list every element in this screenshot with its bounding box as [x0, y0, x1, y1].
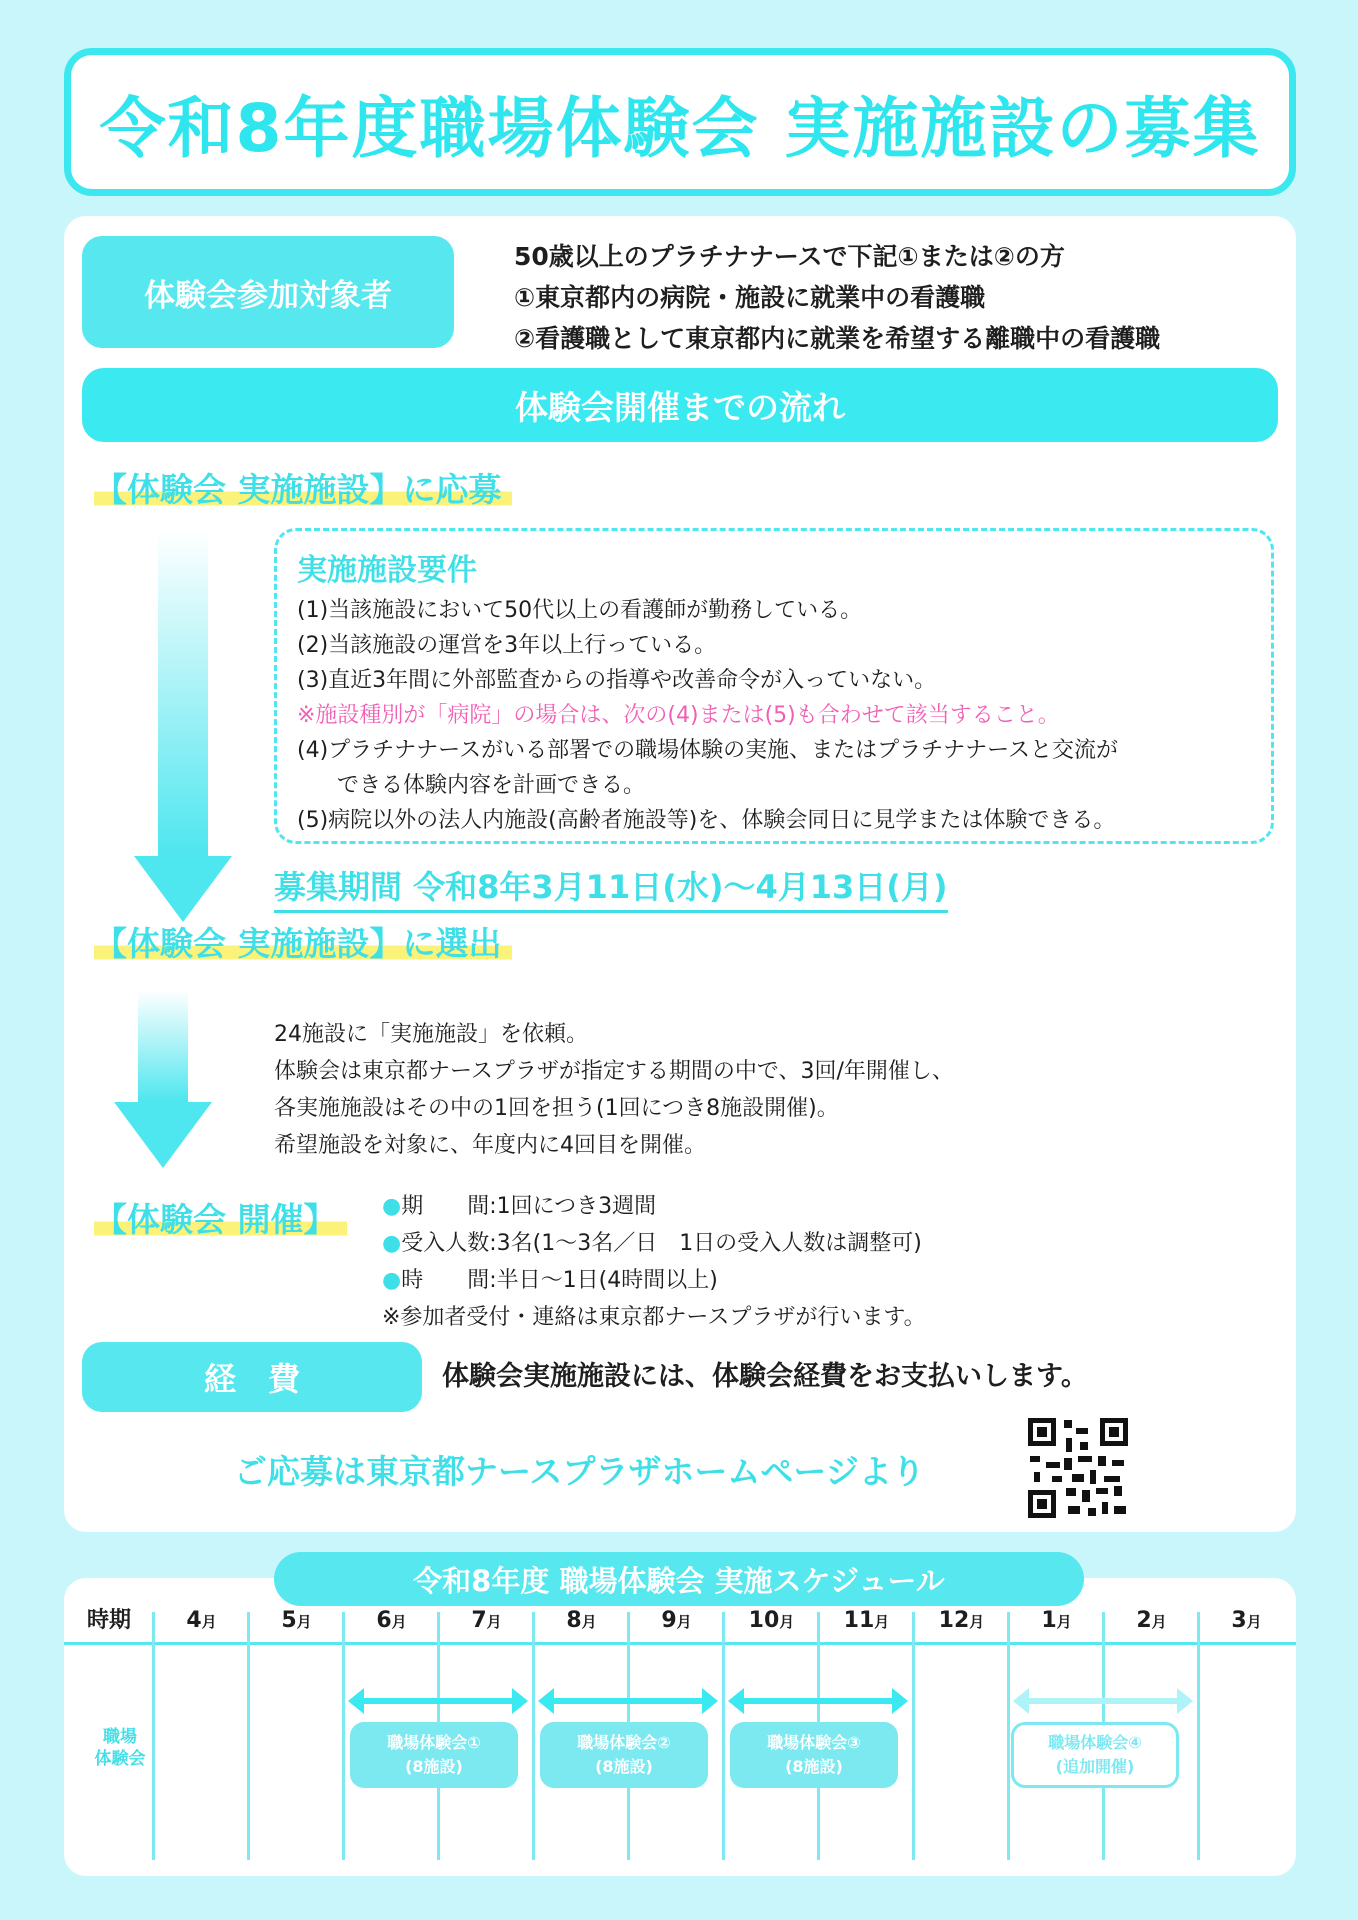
month-header: 9月: [661, 1608, 692, 1633]
month-header: 3月: [1231, 1608, 1262, 1633]
session-4-arrow-icon: [1027, 1698, 1179, 1704]
cost-label: 経 費: [82, 1342, 422, 1412]
requirement-item-continuation: できる体験内容を計画できる。: [337, 773, 646, 798]
column-divider: [722, 1612, 725, 1860]
schedule-period-header: 時期: [86, 1608, 131, 1633]
cost-description: 体験会実施施設には、体験会経費をお支払いします。: [442, 1361, 1088, 1392]
flow-arrow-1-icon: [134, 530, 232, 922]
target-label: 体験会参加対象者: [82, 236, 454, 348]
column-divider: [247, 1612, 250, 1860]
selection-line: 希望施設を対象に、年度内に4回目を開催。: [274, 1133, 706, 1158]
requirement-item: (3)直近3年間に外部監査からの指導や改善命令が入っていない。: [297, 668, 937, 693]
column-divider: [532, 1612, 535, 1860]
flow-arrow-2-icon: [114, 990, 212, 1168]
flow-title-bar: 体験会開催までの流れ: [82, 368, 1278, 442]
main-panel: [64, 216, 1296, 1532]
session-3-arrow-icon: [742, 1698, 894, 1704]
held-item: ●時 間:半日～1日(4時間以上): [382, 1268, 718, 1293]
bullet-icon: ●: [382, 1194, 402, 1219]
qr-code-icon[interactable]: [1028, 1418, 1128, 1518]
requirements-box: [274, 528, 1274, 844]
bullet-icon: ●: [382, 1268, 402, 1293]
month-header: 7月: [471, 1608, 502, 1633]
requirement-item: (5)病院以外の法人内施設(高齢者施設等)を、体験会同日に見学または体験できる。: [297, 808, 1116, 833]
requirement-item: (1)当該施設において50代以上の看護師が勤務している。: [297, 598, 863, 623]
schedule-title: 令和8年度 職場体験会 実施スケジュール: [274, 1552, 1084, 1606]
requirement-item: (4)プラチナナースがいる部署での職場体験の実施、またはプラチナナースと交流が: [297, 738, 1118, 763]
session-1-arrow-icon: [362, 1698, 514, 1704]
apply-text: ご応募は東京都ナースプラザホームページより: [234, 1452, 925, 1491]
month-header: 12月: [938, 1608, 985, 1633]
stage-held: 【体験会 開催】: [94, 1194, 347, 1241]
month-header: 11月: [843, 1608, 890, 1633]
column-divider: [1007, 1612, 1010, 1860]
month-header: 5月: [281, 1608, 312, 1633]
stage-selection: 【体験会 実施施設】に選出: [94, 918, 512, 965]
target-line: 50歳以上のプラチナナースで下記①または②の方: [514, 242, 1065, 271]
month-header: 6月: [376, 1608, 407, 1633]
column-divider: [1197, 1612, 1200, 1860]
selection-line: 各実施施設はその中の1回を担う(1回につき8施設開催)。: [274, 1096, 839, 1121]
page-title: 令和8年度職場体験会 実施施設の募集: [99, 89, 1261, 167]
bullet-icon: ●: [382, 1231, 402, 1256]
schedule-panel: [64, 1578, 1296, 1876]
held-item: ●受入人数:3名(1～3名／日 1日の受入人数は調整可): [382, 1231, 922, 1256]
target-description: [514, 236, 1160, 359]
target-line: ②看護職として東京都内に就業を希望する離職中の看護職: [514, 324, 1161, 353]
month-header: 2月: [1136, 1608, 1167, 1633]
month-header: 8月: [566, 1608, 597, 1633]
month-header: 10月: [748, 1608, 795, 1633]
column-divider: [912, 1612, 915, 1860]
selection-line: 24施設に「実施施設」を依頼。: [274, 1022, 588, 1047]
selection-line: 体験会は東京都ナースプラザが指定する期間の中で、3回/年開催し、: [274, 1059, 954, 1084]
held-note: ※参加者受付・連絡は東京都ナースプラザが行います。: [382, 1305, 926, 1330]
target-line: ①東京都内の病院・施設に就業中の看護職: [514, 283, 986, 312]
schedule-row-label: 職場 体験会: [94, 1727, 146, 1769]
month-header: 4月: [186, 1608, 217, 1633]
month-header: 1月: [1041, 1608, 1072, 1633]
requirement-note: ※施設種別が「病院」の場合は、次の(4)または(5)も合わせて該当すること。: [297, 703, 1060, 728]
stage-apply: 【体験会 実施施設】に応募: [94, 464, 512, 511]
session-3-box: 職場体験会③ (8施設): [730, 1722, 898, 1788]
selection-description: [274, 1016, 954, 1164]
requirements-title: 実施施設要件: [297, 553, 477, 588]
session-2-box: 職場体験会② (8施設): [540, 1722, 708, 1788]
held-details: [382, 1188, 926, 1336]
held-item: ●期 間:1回につき3週間: [382, 1194, 657, 1219]
column-divider: [342, 1612, 345, 1860]
session-1-box: 職場体験会① (8施設): [350, 1722, 518, 1788]
requirement-item: (2)当該施設の運営を3年以上行っている。: [297, 633, 717, 658]
recruitment-period: 募集期間 令和8年3月11日(水)～4月13日(月): [274, 862, 948, 913]
title-box: [64, 48, 1296, 196]
session-4-box: 職場体験会④ (追加開催): [1011, 1722, 1179, 1788]
session-2-arrow-icon: [552, 1698, 704, 1704]
